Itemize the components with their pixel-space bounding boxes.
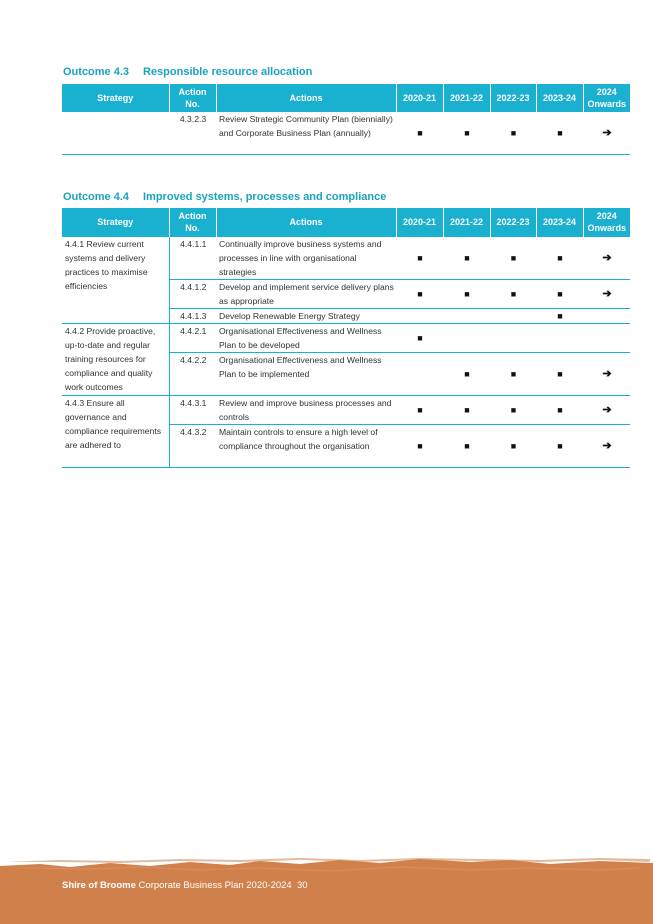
table-header-row [62, 84, 630, 112]
footer-org: Shire of Broome [62, 880, 136, 891]
table-row [62, 395, 630, 424]
action-number: 4.4.2.2 [169, 352, 216, 395]
action-text: Organisational Effectiveness and Wellness Plan to be developed [216, 323, 396, 352]
square-icon: ■ [396, 323, 443, 352]
square-icon: ■ [443, 112, 490, 155]
action-text: Maintain controls to ensure a high level of compliance throughout the organisation [216, 424, 396, 467]
outcome-4-3-heading [63, 66, 312, 78]
year-header: 2021-22 [443, 84, 490, 112]
outcome-4-4-heading [63, 191, 386, 203]
square-icon: ■ [443, 279, 490, 308]
table-row [62, 112, 630, 155]
square-icon: ■ [536, 112, 583, 155]
action-text: Develop and implement service delivery plans as appropriate [216, 279, 396, 308]
arrow-right-icon: ➔ [583, 279, 630, 308]
square-icon: ■ [536, 279, 583, 308]
square-icon: ■ [490, 395, 536, 424]
square-icon: ■ [464, 252, 470, 263]
footer-text [62, 880, 308, 891]
page-number: 30 [296, 880, 308, 891]
action-number: 4.4.3.2 [169, 424, 216, 467]
square-icon: ■ [443, 352, 490, 395]
table-header-row [62, 208, 630, 237]
year-header: 2021-22 [443, 208, 490, 237]
action-text: Develop Renewable Energy Strategy [216, 308, 396, 323]
action-number: 4.3.2.3 [169, 112, 216, 155]
square-icon: ■ [510, 252, 517, 263]
outcome-4-3-table [62, 84, 630, 155]
square-icon: ■ [396, 424, 443, 467]
action-number: 4.4.1.2 [169, 279, 216, 308]
square-icon: ■ [417, 252, 423, 263]
arrow-right-icon: ➔ [602, 251, 612, 264]
strategy-header: Strategy [62, 208, 169, 237]
outcome-number: Outcome 4.3 [63, 66, 130, 78]
actions-header: Actions [216, 84, 396, 112]
action-text: Review Strategic Community Plan (biennially) and Corporate Business Plan (annually) [216, 112, 396, 155]
actions-header: Actions [216, 208, 396, 237]
action-number: 4.4.1.3 [169, 308, 216, 323]
square-icon: ■ [490, 279, 536, 308]
year-header: 2024 Onwards [583, 84, 630, 112]
action-text: Review and improve business processes and controls [216, 395, 396, 424]
square-icon: ■ [536, 308, 583, 323]
strategy-cell: 4.4.3 Ensure all governance and compliance requirements are adhered to [62, 395, 169, 467]
year-header: 2023-24 [536, 208, 583, 237]
square-icon: ■ [396, 279, 443, 308]
outcome-title: Responsible resource allocation [143, 66, 313, 78]
square-icon: ■ [557, 252, 563, 263]
footer-band [0, 858, 653, 924]
year-header: 2020-21 [396, 84, 443, 112]
arrow-right-icon: ➔ [583, 112, 630, 155]
strategy-header: Strategy [62, 84, 169, 112]
action-number: 4.4.2.1 [169, 323, 216, 352]
footer-doc-title: Corporate Business Plan 2020-2024 [138, 880, 292, 891]
table-row [62, 323, 630, 352]
action-no-header: Action No. [169, 84, 216, 112]
action-text: Continually improve business systems and processes in line with organisational strategies [219, 238, 382, 277]
square-icon: ■ [443, 424, 490, 467]
arrow-right-icon: ➔ [583, 424, 630, 467]
action-number: 4.4.3.1 [169, 395, 216, 424]
action-number: 4.4.1.1 [180, 238, 207, 249]
outcome-4-4-table [62, 208, 630, 468]
action-text: Organisational Effectiveness and Wellness Plan to be implemented [216, 352, 396, 395]
year-header: 2022-23 [490, 84, 536, 112]
square-icon: ■ [536, 424, 583, 467]
square-icon: ■ [536, 395, 583, 424]
action-no-header: Action No. [169, 208, 216, 237]
year-header: 2024 Onwards [583, 208, 630, 237]
square-icon: ■ [490, 424, 536, 467]
strategy-cell: 4.4.2 Provide proactive, up-to-date and regular training resources for compliance and quality work outcomes [62, 323, 169, 395]
outcome-title: Improved systems, processes and compliance [143, 191, 387, 203]
year-header: 2022-23 [490, 208, 536, 237]
strategy-cell: 4.4.1 Review current systems and delivery practices to maximise efficiencies [62, 237, 169, 324]
arrow-right-icon: ➔ [583, 352, 630, 395]
table-row [62, 237, 630, 280]
square-icon: ■ [396, 395, 443, 424]
year-header: 2023-24 [536, 84, 583, 112]
outcome-number: Outcome 4.4 [63, 191, 130, 203]
square-icon: ■ [490, 112, 536, 155]
square-icon: ■ [536, 352, 583, 395]
arrow-right-icon: ➔ [583, 395, 630, 424]
year-header: 2020-21 [396, 208, 443, 237]
square-icon: ■ [443, 395, 490, 424]
square-icon: ■ [490, 352, 536, 395]
square-icon: ■ [396, 112, 443, 155]
